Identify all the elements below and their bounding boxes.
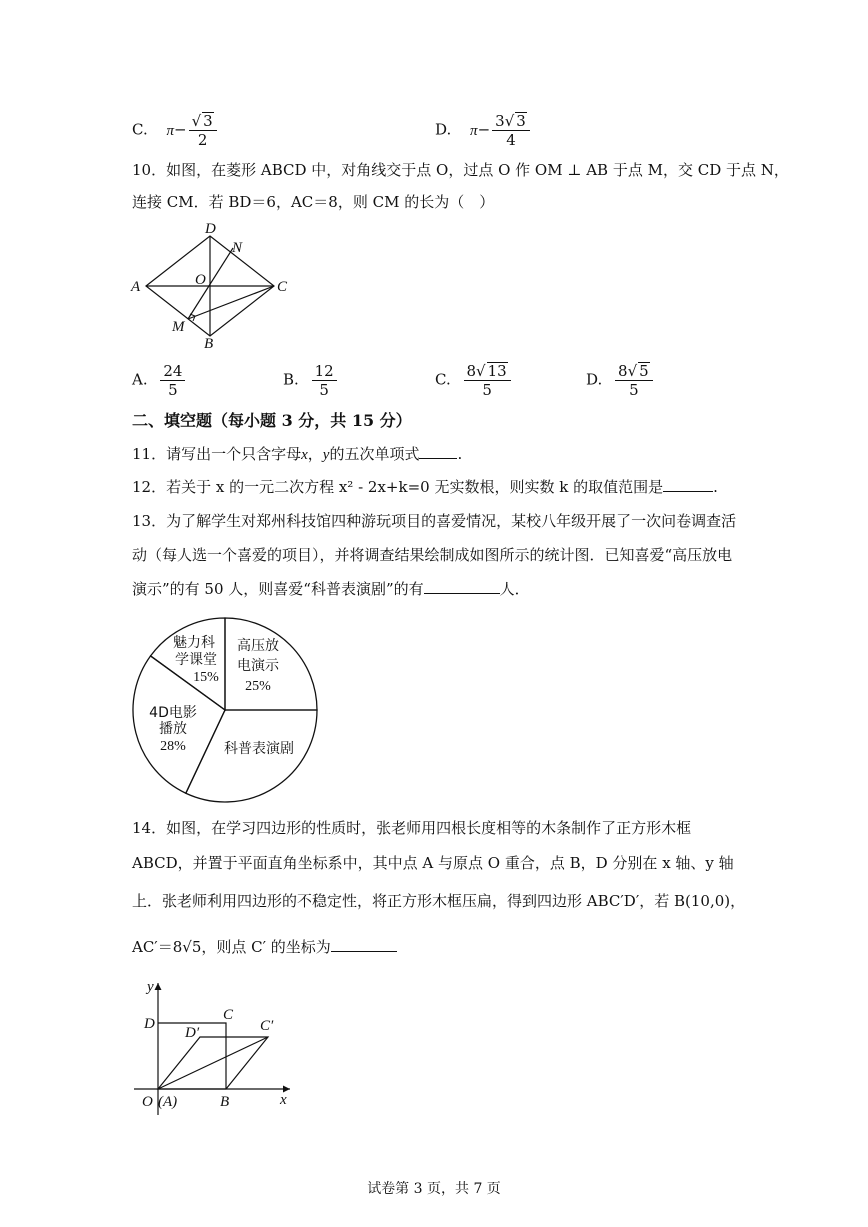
slice-label-science-show: 科普表演剧 — [224, 741, 294, 757]
denominator: 4 — [506, 131, 516, 149]
slice-label-charm-line2: 学课堂 — [175, 652, 217, 668]
q14-line-2: ABCD，并置于平面直角坐标系中，其中点 A 与原点 O 重合，点 B，D 分别在 x 轴、y 轴 — [132, 854, 734, 872]
label-b: B — [204, 336, 214, 352]
pi-symbol: π — [166, 122, 175, 139]
label-c: C — [223, 1007, 234, 1023]
coefficient: 8 — [618, 362, 628, 380]
pi-symbol: π — [470, 122, 478, 139]
fraction — [312, 362, 337, 399]
q10-option-b — [283, 362, 339, 399]
minus-sign: − — [174, 120, 187, 139]
fraction: $\frac{8√ 13}{5}$ — [464, 362, 511, 399]
q14-line-3: 上．张老师利用四边形的不稳定性，将正方形木框压扁，得到四边形 ABC′D′，若 B(10,0)， — [132, 892, 746, 910]
pie-chart — [126, 610, 326, 810]
label-y: y — [147, 979, 154, 995]
answer-blank[interactable] — [424, 579, 500, 594]
coefficient: 8 — [466, 362, 477, 380]
diagonal-ac2 — [158, 1037, 268, 1089]
label-o: O — [142, 1094, 153, 1110]
q13-text: 演示”的有 50 人，则喜爱“科普表演剧”的有 — [132, 580, 424, 598]
q12 — [132, 477, 718, 497]
radicand: 3 — [516, 112, 526, 130]
label-m: M — [172, 319, 185, 335]
q13-line-2: 动（每人选一个喜爱的项目），并将调查结果绘制成如图所示的统计图．已知喜爱“高压放电 — [132, 546, 733, 564]
coefficient: 3 — [495, 112, 505, 130]
q11 — [132, 444, 462, 465]
label-c: C — [277, 279, 288, 295]
slice-label-charm-pct: 15% — [193, 670, 219, 685]
label-x: x — [280, 1092, 287, 1108]
slice-label-high-voltage-pct: 25% — [245, 679, 271, 694]
line-cm — [188, 286, 274, 319]
denominator: 5 — [319, 381, 329, 399]
denominator: 5 — [629, 381, 639, 399]
fraction — [160, 362, 185, 399]
denominator: 5 — [482, 381, 492, 399]
q13-line-1: 13．为了解学生对郑州科技馆四种游玩项目的喜爱情况，某校八年级开展了一次问卷调查活 — [132, 512, 737, 530]
q9-option-c — [132, 112, 219, 149]
slice-label-high-voltage-line2: 电演示 — [237, 658, 279, 674]
q10-option-d — [586, 362, 655, 399]
var-x: x — [301, 447, 308, 463]
section-title: 二、填空题（每小题 3 分，共 15 分） — [132, 411, 412, 430]
rhombus-figure — [128, 220, 298, 355]
denominator: 5 — [168, 381, 178, 399]
option-label: D. — [586, 370, 603, 389]
fraction: $\frac{3√ 3}{4}$ — [492, 112, 530, 149]
option-label: C. — [132, 120, 148, 139]
option-label: D. — [435, 120, 452, 139]
option-label: C. — [435, 370, 451, 389]
page-footer: 试卷第 3 页，共 7 页 — [367, 1181, 501, 1197]
q14-text: AC′＝8√5，则点 C′ 的坐标为 — [132, 938, 331, 956]
denominator: 2 — [197, 131, 208, 149]
answer-blank[interactable] — [663, 477, 713, 492]
q10-option-a — [132, 362, 187, 399]
answer-blank[interactable] — [331, 937, 397, 952]
radicand: 5 — [639, 362, 649, 380]
radicand: 13 — [487, 362, 507, 380]
option-label: B. — [283, 370, 299, 389]
q11-text-b: 的五次单项式 — [329, 445, 420, 463]
q14-line-1: 14．如图，在学习四边形的性质时，张老师用四根长度相等的木条制作了正方形木框 — [132, 819, 692, 837]
slice-label-4d-line1: 4D电影 — [149, 705, 197, 721]
label-b: B — [220, 1094, 230, 1110]
slice-label-high-voltage-line1: 高压放 — [237, 638, 279, 654]
label-d: D — [205, 221, 216, 237]
period: . — [457, 445, 463, 463]
label-c-prime: C′ — [260, 1018, 274, 1034]
fraction: $\frac{√ 3}{2}$ — [189, 112, 217, 149]
coordinate-figure — [128, 975, 303, 1125]
label-d: D — [144, 1016, 155, 1032]
label-o: O — [195, 272, 206, 288]
minus-sign: − — [477, 120, 491, 139]
radicand: 3 — [203, 112, 213, 130]
label-a: (A) — [158, 1094, 178, 1110]
q14-line-4 — [132, 937, 397, 957]
q10-line-2: 连接 CM．若 BD＝6，AC＝8，则 CM 的长为（ ） — [132, 193, 495, 211]
q13-line-3 — [132, 579, 530, 599]
label-a: A — [131, 279, 141, 295]
slice-label-4d-pct: 28% — [160, 739, 186, 754]
q10-option-c — [435, 362, 513, 399]
q12-text: 12．若关于 x 的一元二次方程 x² - 2x+k=0 无实数根，则实数 k 的取值范围是 — [132, 478, 664, 496]
numerator: 12 — [312, 362, 337, 381]
label-d-prime: D′ — [185, 1025, 200, 1041]
q10-line-1: 10．如图，在菱形 ABCD 中，对角线交于点 O，过点 O 作 OM ⊥ AB 于点 M，交 CD 于点 N， — [132, 161, 789, 179]
fraction: $\frac{8√ 5}{5}$ — [615, 362, 653, 399]
label-n: N — [232, 240, 243, 256]
slice-label-4d-line2: 播放 — [159, 721, 187, 737]
q13-text-end: 人． — [499, 580, 530, 598]
slice-label-charm-line1: 魅力科 — [173, 635, 215, 651]
option-label: A. — [132, 370, 148, 389]
answer-blank[interactable] — [419, 444, 457, 459]
numerator: 24 — [160, 362, 185, 381]
q9-option-d — [435, 112, 532, 149]
var-y: y — [322, 447, 330, 463]
separator: ， — [307, 445, 323, 463]
q11-text: 11．请写出一个只含字母 — [132, 445, 302, 463]
period: . — [713, 478, 718, 496]
